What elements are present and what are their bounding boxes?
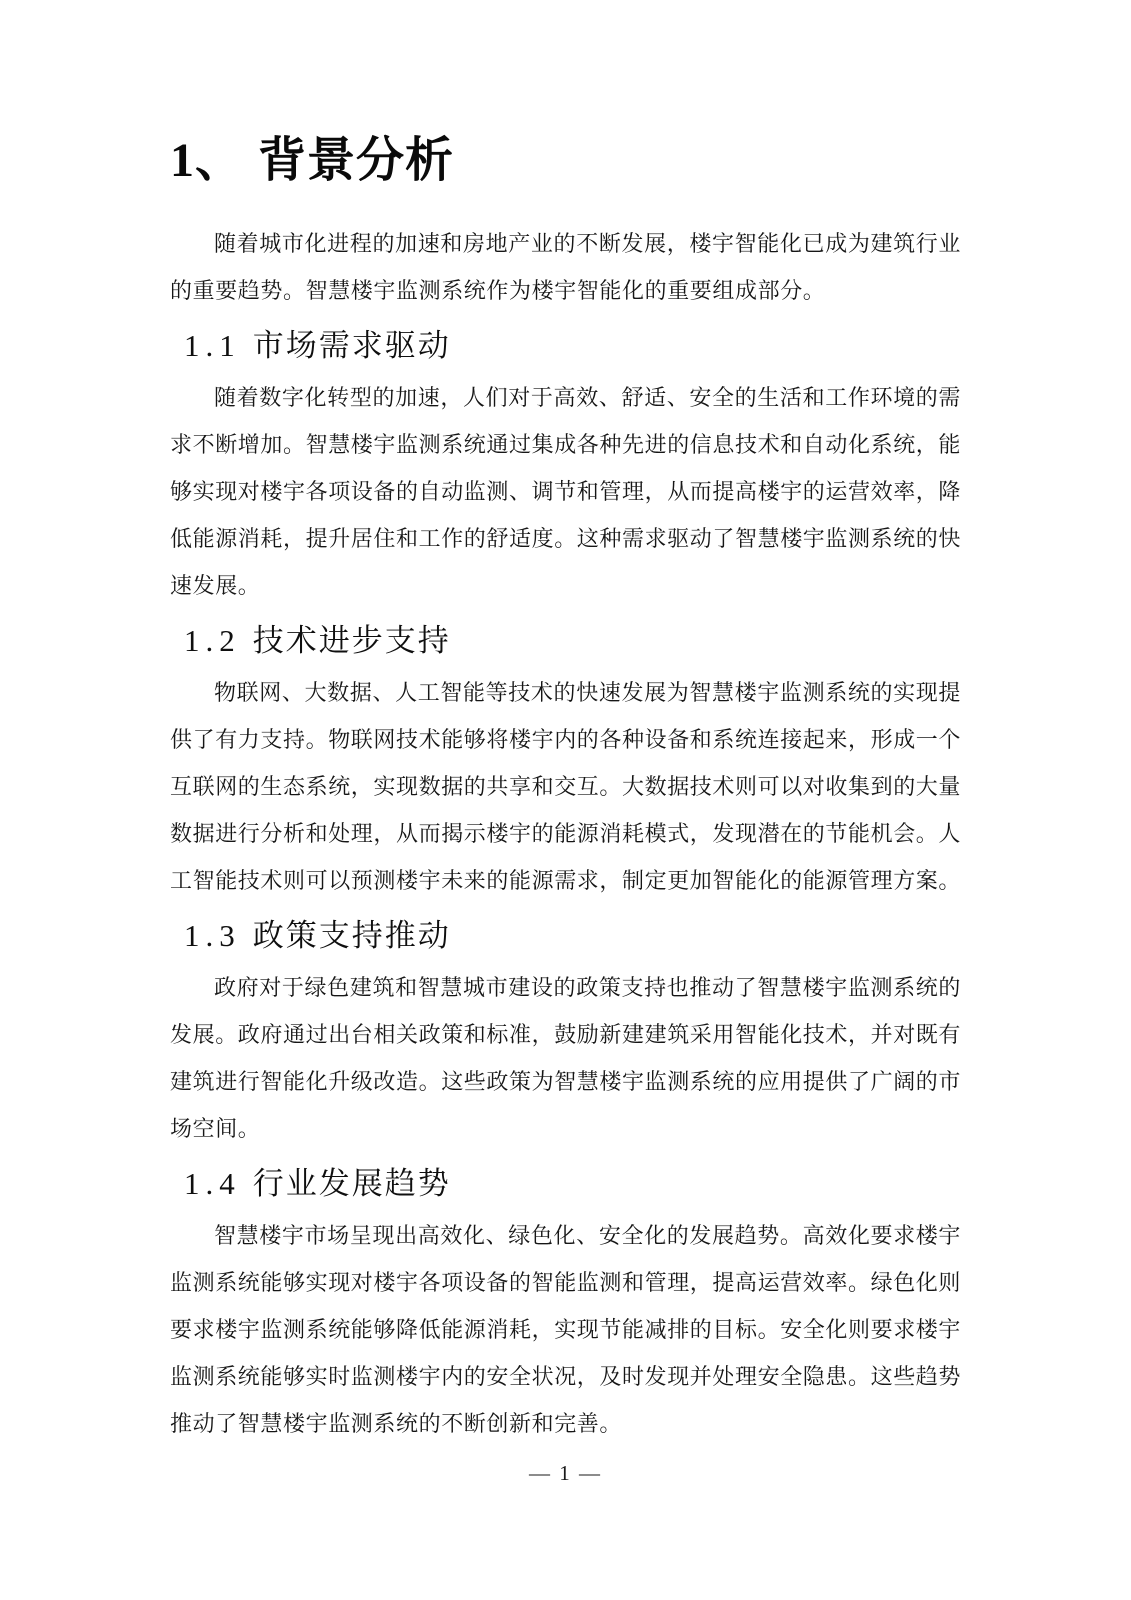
paragraph: 智慧楼宇市场呈现出高效化、绿色化、安全化的发展趋势。高效化要求楼宇监测系统能够实现对楼宇各项设备的智能监测和管理，提高运营效率。绿色化则要求楼宇监测系统能够降低能源消耗，实现节能减排的目标。安全化则要求楼宇监测系统能够实时监测楼宇内的安全状况，及时发现并处理安全隐患。这些趋势推动了智慧楼宇监测系统的不断创新和完善。	[170, 1223, 962, 1436]
page-title	[170, 128, 961, 194]
paragraph: 随着数字化转型的加速，人们对于高效、舒适、安全的生活和工作环境的需求不断增加。智慧楼宇监测系统通过集成各种先进的信息技术和自动化系统，能够实现对楼宇各项设备的自动监测、调节和管理，从而提高楼宇的运营效率，降低能源消耗，提升居住和工作的舒适度。这种需求驱动了智慧楼宇监测系统的快速发展。	[170, 385, 962, 598]
paragraph: 物联网、大数据、人工智能等技术的快速发展为智慧楼宇监测系统的实现提供了有力支持。物联网技术能够将楼宇内的各种设备和系统连接起来，形成一个互联网的生态系统，实现数据的共享和交互。大数据技术则可以对收集到的大量数据进行分析和处理，从而揭示楼宇的能源消耗模式，发现潜在的节能机会。人工智能技术则可以预测楼宇未来的能源需求，制定更加智能化的能源管理方案。	[170, 680, 962, 893]
page-title-text: 背景分析	[258, 134, 455, 187]
section-title: 市场需求驱动	[252, 328, 451, 363]
intro-paragraph: 随着城市化进程的加速和房地产业的不断发展，楼宇智能化已成为建筑行业的重要趋势。智慧楼宇监测系统作为楼宇智能化的重要组成部分。	[170, 231, 961, 303]
section-technology-support	[170, 619, 961, 904]
paragraph: 政府对于绿色建筑和智慧城市建设的政策支持也推动了智慧楼宇监测系统的发展。政府通过出台相关政策和标准，鼓励新建建筑采用智能化技术，并对既有建筑进行智能化升级改造。这些政策为智慧楼宇监测系统的应用提供了广阔的市场空间。	[170, 975, 962, 1141]
section-heading-1-1	[184, 324, 961, 368]
page-number: — 1 —	[529, 1461, 602, 1485]
section-heading-1-3	[184, 914, 961, 958]
section-number: 1.1	[184, 328, 241, 363]
section-title: 行业发展趋势	[252, 1166, 451, 1201]
section-title: 技术进步支持	[252, 623, 451, 658]
section-number: 1.3	[184, 918, 241, 953]
section-number: 1.2	[184, 623, 241, 658]
page-title-number: 1、	[170, 134, 245, 187]
section-heading-1-4	[184, 1162, 961, 1206]
section-market-demand	[170, 324, 961, 609]
section-industry-trends	[170, 1162, 961, 1447]
section-policy-support	[170, 914, 961, 1152]
section-heading-1-2	[184, 619, 961, 663]
section-title: 政策支持推动	[252, 918, 451, 953]
section-number: 1.4	[184, 1166, 241, 1201]
